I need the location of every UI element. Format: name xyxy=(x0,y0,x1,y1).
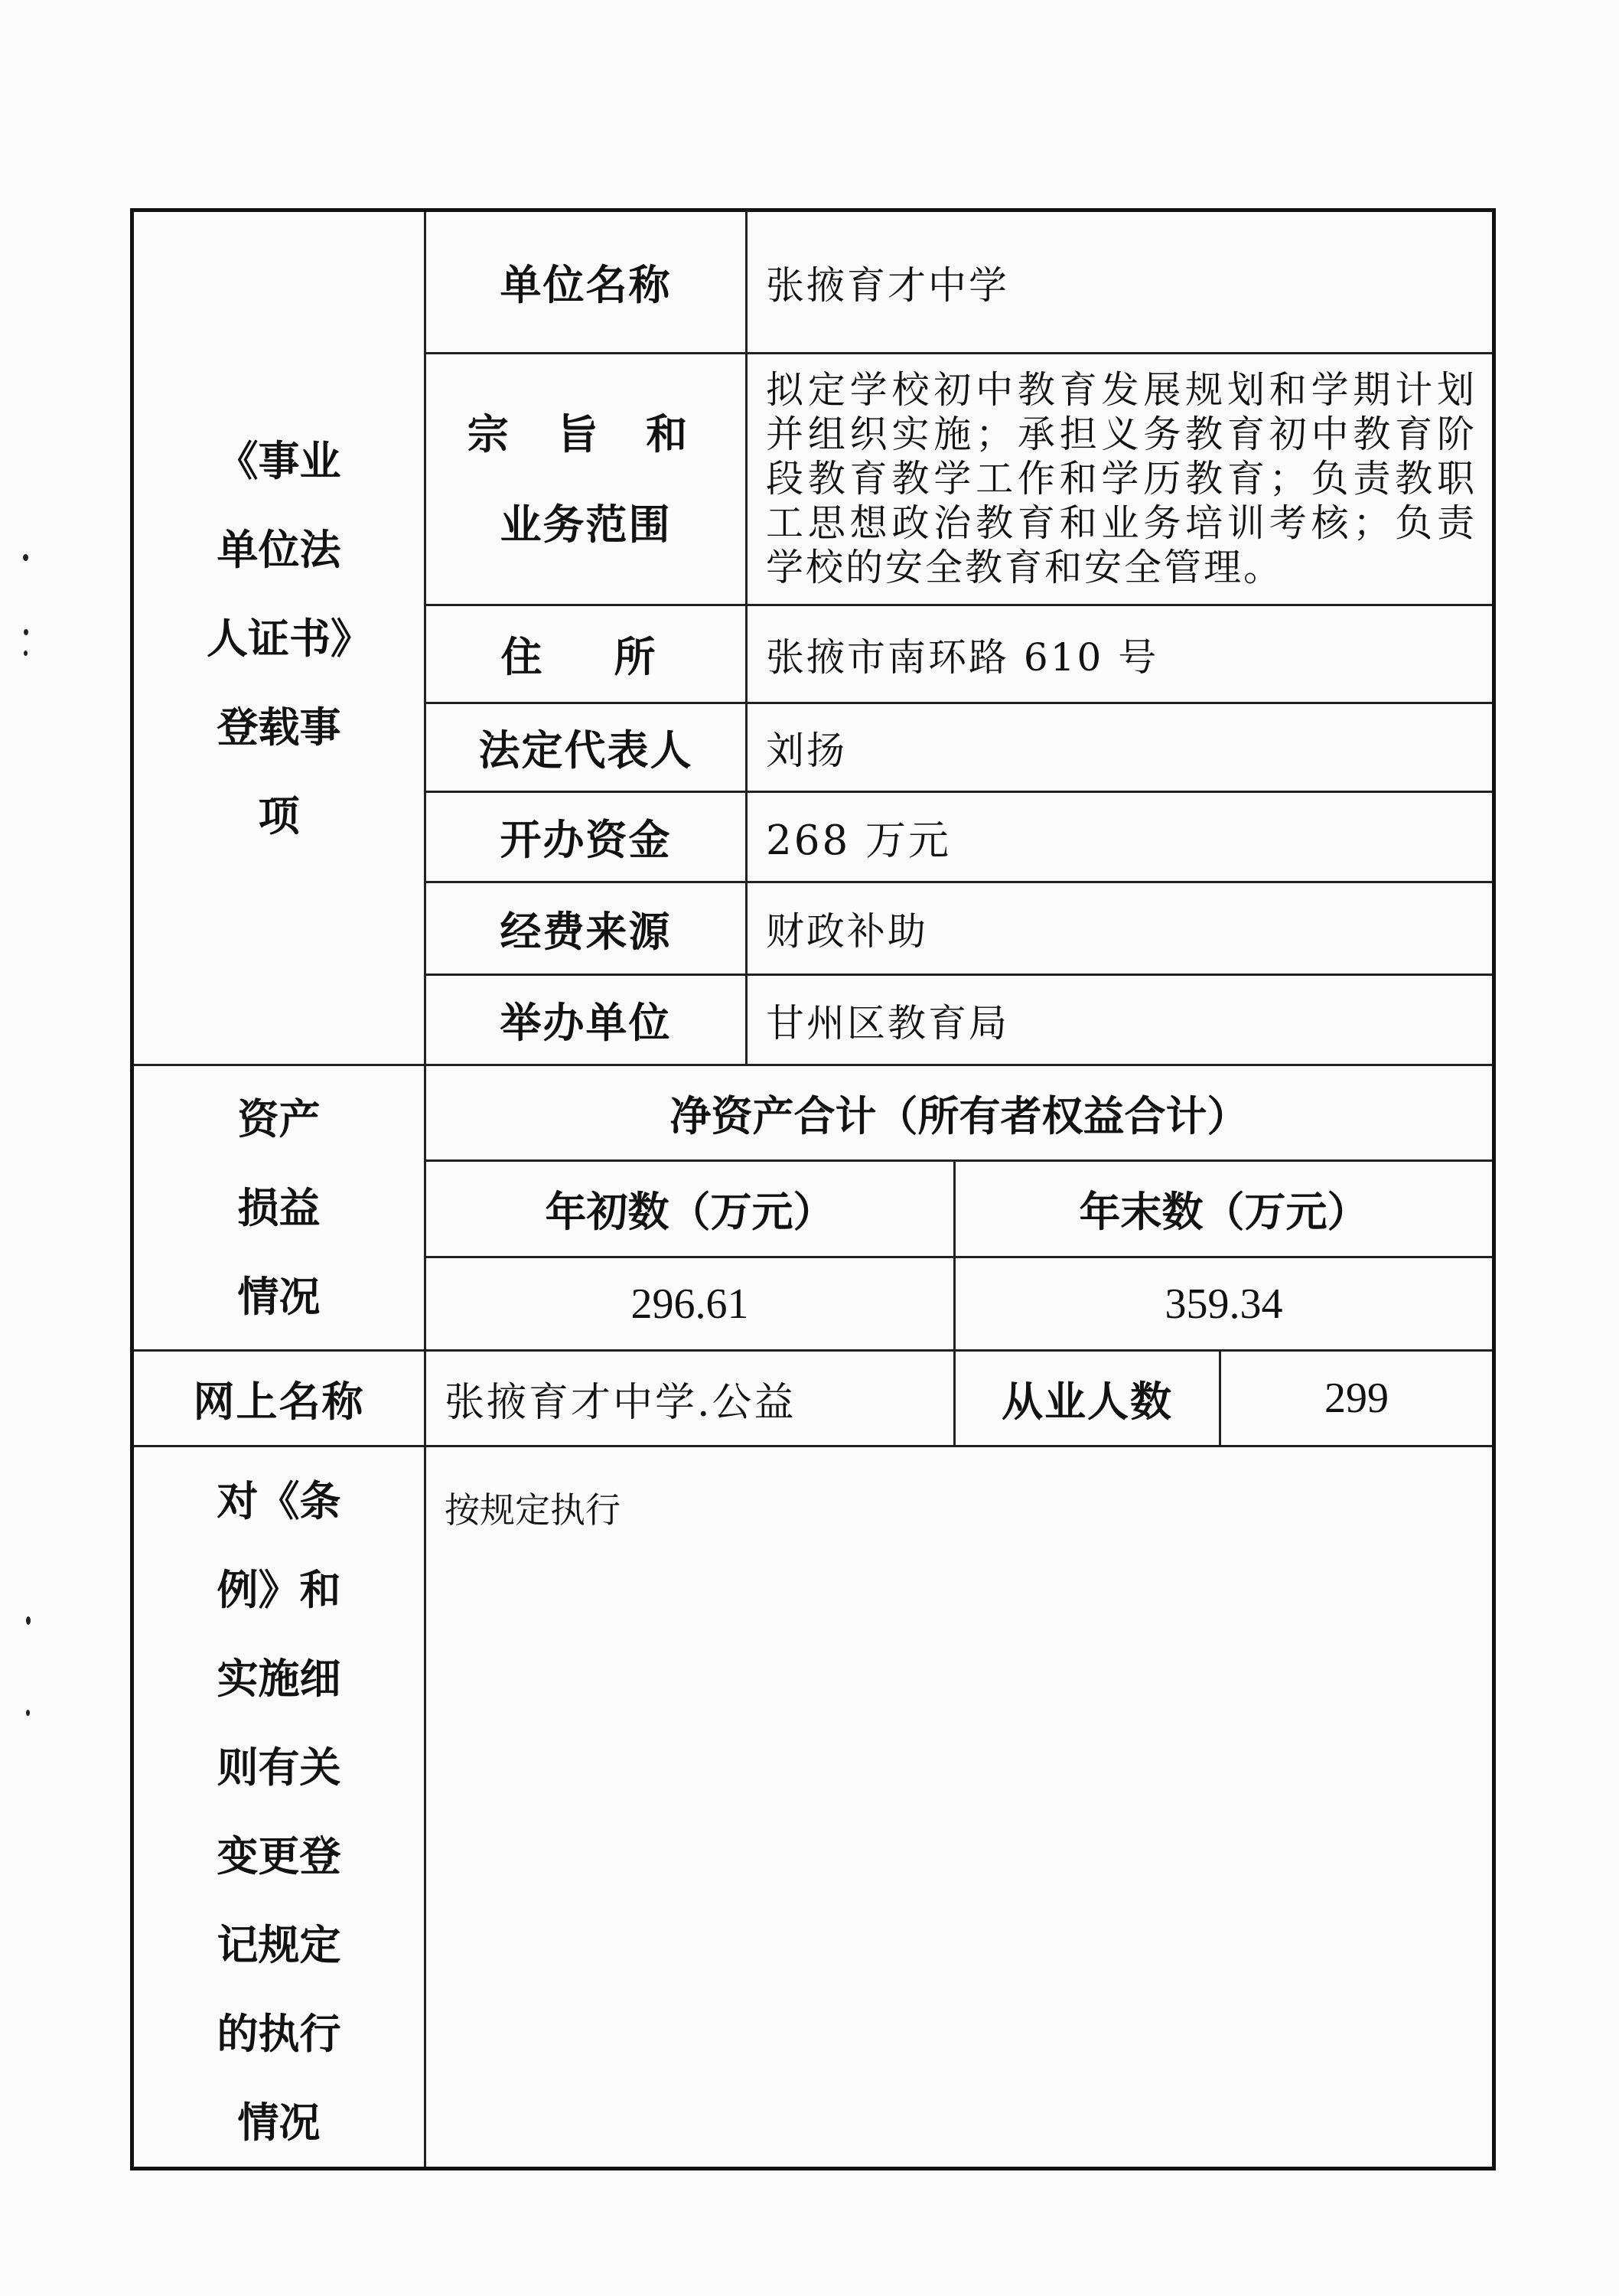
begin-year-value: 296.61 xyxy=(425,1257,955,1351)
legal-rep-value: 刘扬 xyxy=(747,703,1494,792)
funding-source-label: 经费来源 xyxy=(425,882,747,975)
registration-table xyxy=(130,208,1496,2170)
scan-speck xyxy=(24,629,28,635)
compliance-side-label: 对《条例》和实施细则有关变更登记规定的执行情况 xyxy=(217,1476,341,2147)
purpose-value: 拟定学校初中教育发展规划和学期计划并组织实施；承担义务教育初中教育阶段教育教学工作和学历教育；负责教职工思想政治教育和业务培训考核；负责学校的安全教育和安全管理。 xyxy=(747,354,1494,605)
certificate-side-label-cell xyxy=(132,210,425,1065)
row-compliance xyxy=(132,1446,1494,2169)
assets-side-label-cell xyxy=(132,1065,425,1351)
row-online-name xyxy=(132,1351,1494,1446)
certificate-side-label: 《事业单位法人证书》登载事项 xyxy=(207,435,351,840)
scan-speck xyxy=(26,1616,31,1625)
row-assets-header xyxy=(132,1065,1494,1161)
purpose-label-line2: 业务范围 xyxy=(500,500,672,549)
unit-name-value: 张掖育才中学 xyxy=(747,210,1494,354)
staff-count-value: 299 xyxy=(1220,1351,1494,1446)
sponsor-label: 举办单位 xyxy=(425,975,747,1065)
scan-speck xyxy=(24,651,28,656)
purpose-label-line1: 宗 旨 和 xyxy=(467,409,705,458)
net-assets-header: 净资产合计（所有者权益合计） xyxy=(425,1065,1494,1161)
address-label: 住 所 xyxy=(425,605,747,703)
assets-side-label: 资产损益情况 xyxy=(237,1094,321,1321)
compliance-side-label-cell xyxy=(132,1446,425,2169)
begin-year-label: 年初数（万元） xyxy=(425,1161,955,1257)
online-name-value: 张掖育才中学.公益 xyxy=(425,1351,955,1446)
purpose-label-cell xyxy=(425,354,747,605)
compliance-value: 按规定执行 xyxy=(425,1446,1494,2169)
end-year-label: 年末数（万元） xyxy=(955,1161,1494,1257)
online-name-label: 网上名称 xyxy=(132,1351,425,1446)
unit-name-label: 单位名称 xyxy=(425,210,747,354)
end-year-value: 359.34 xyxy=(955,1257,1494,1351)
row-unit-name xyxy=(132,210,1494,354)
capital-value: 268 万元 xyxy=(747,792,1494,882)
sponsor-value: 甘州区教育局 xyxy=(747,975,1494,1065)
scan-speck xyxy=(23,554,28,561)
address-value: 张掖市南环路 610 号 xyxy=(747,605,1494,703)
staff-count-label: 从业人数 xyxy=(955,1351,1220,1446)
capital-label: 开办资金 xyxy=(425,792,747,882)
funding-source-value: 财政补助 xyxy=(747,882,1494,975)
scan-speck xyxy=(26,1710,30,1716)
legal-rep-label: 法定代表人 xyxy=(425,703,747,792)
